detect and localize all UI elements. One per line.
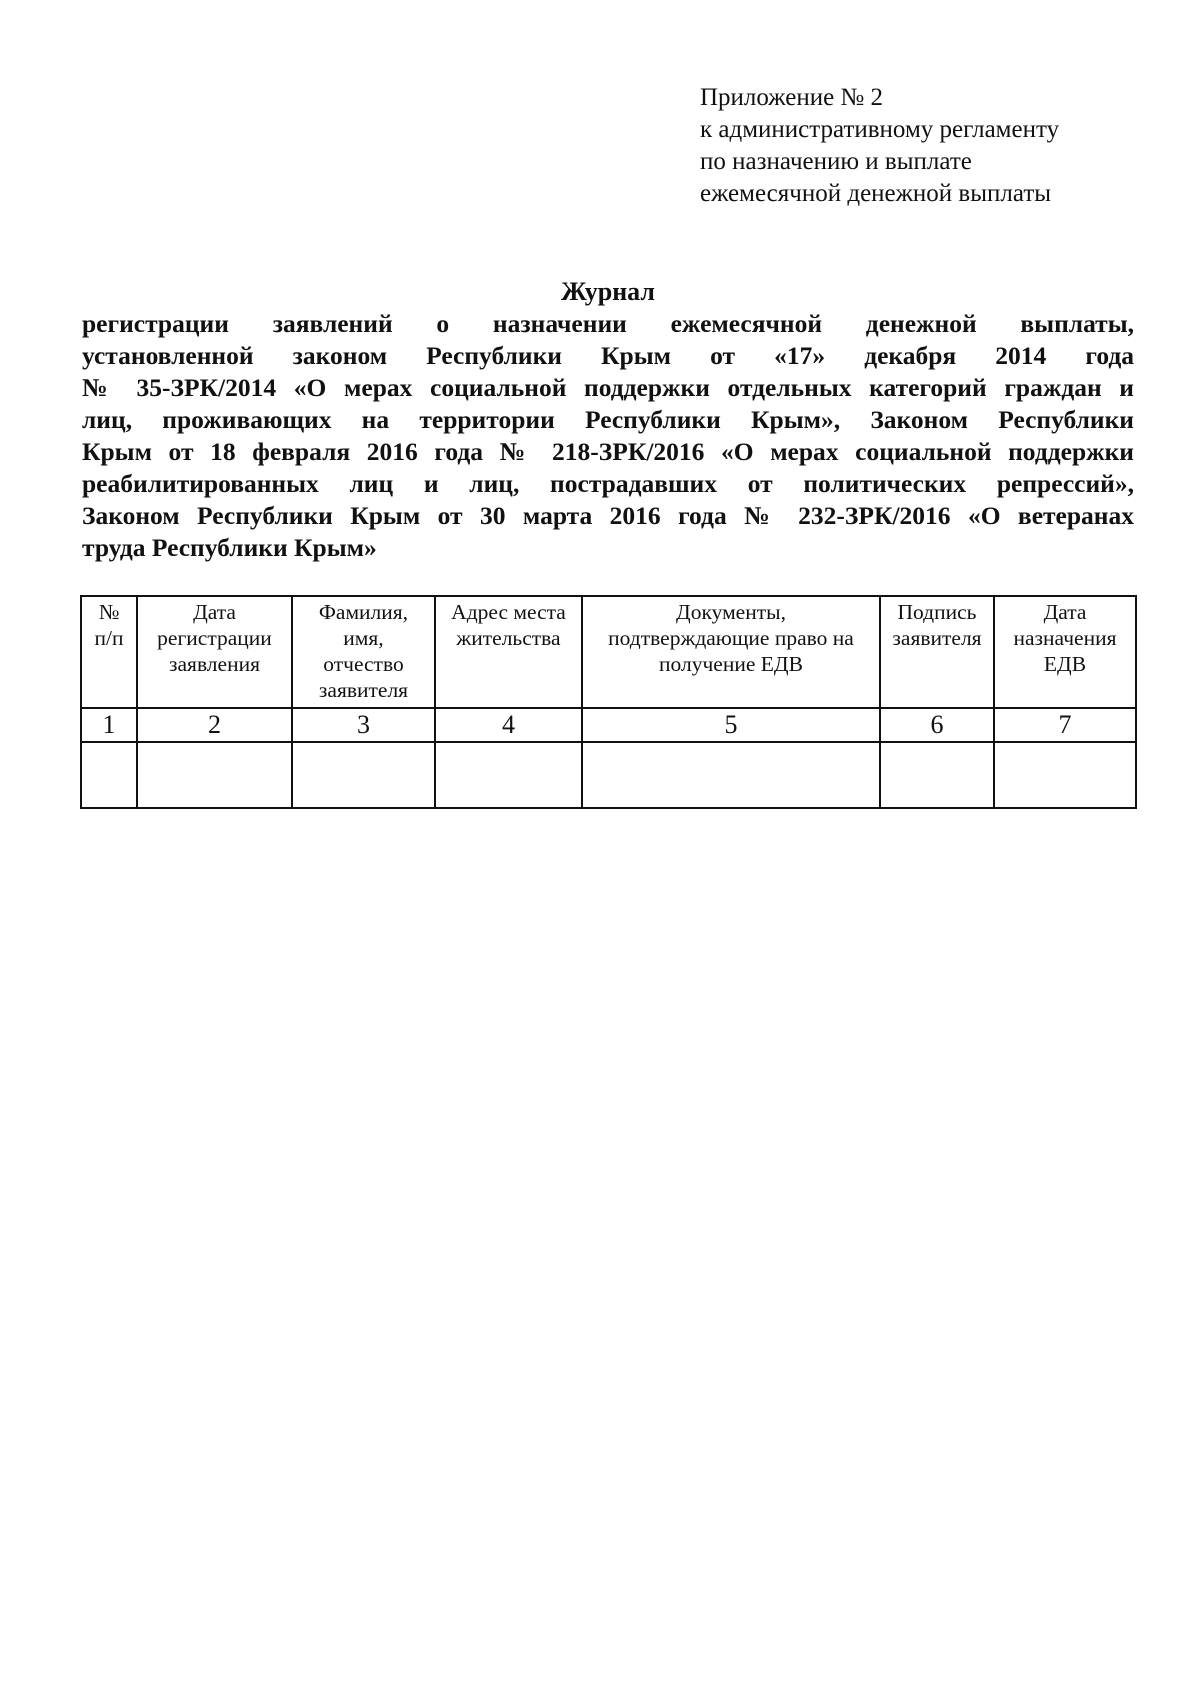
empty-cell [81, 742, 137, 808]
appendix-line: ежемесячной денежной выплаты [700, 180, 1052, 207]
header-assignment-date [994, 596, 1136, 708]
header-text: назначения [1013, 626, 1117, 650]
header-signature [880, 596, 994, 708]
empty-cell [292, 742, 435, 808]
appendix-line: по назначению и выплате [700, 148, 972, 175]
header-text: отчество [323, 652, 404, 676]
appendix-line: к административному регламенту [700, 116, 1060, 143]
journal-line: лиц, проживающих на территории Республики Крым», Законом Республики [82, 405, 1134, 434]
appendix-header [700, 82, 1160, 210]
column-number-row [81, 708, 1136, 742]
journal-line: № 35-ЗРК/2014 «О мерах социальной поддержки отдельных категорий граждан и [82, 373, 1134, 402]
header-text: Фамилия, [318, 600, 409, 624]
header-text: получение ЕДВ [659, 652, 803, 676]
table-header-row [81, 596, 1136, 708]
journal-title: Журнал [561, 277, 655, 306]
header-text: заявителя [892, 626, 982, 650]
empty-cell [435, 742, 582, 808]
header-text: подтверждающие право на [608, 626, 854, 650]
journal-line: Законом Республики Крым от 30 марта 2016 года № 232-ЗРК/2016 «О ветеранах [82, 501, 1134, 530]
column-number: 6 [880, 708, 994, 742]
header-address [435, 596, 582, 708]
empty-cell [880, 742, 994, 808]
column-number: 2 [137, 708, 292, 742]
column-number: 1 [81, 708, 137, 742]
empty-cell [994, 742, 1136, 808]
empty-cell [582, 742, 880, 808]
journal-line: установленной законом Республики Крым от «17» декабря 2014 года [82, 341, 1134, 370]
header-text: Адрес места [451, 600, 566, 624]
journal-line: труда Республики Крым» [82, 533, 377, 562]
header-text: жительства [456, 626, 561, 650]
table-row [81, 742, 1136, 808]
header-text: Дата [1043, 600, 1087, 624]
journal-line: реабилитированных лиц и лиц, пострадавших от политических репрессий», [82, 469, 1134, 498]
header-text: Документы, [676, 600, 786, 624]
header-text: Подпись [897, 600, 977, 624]
appendix-line: Приложение № 2 [700, 84, 884, 111]
header-text: заявителя [318, 678, 409, 702]
empty-cell [137, 742, 292, 808]
column-number: 7 [994, 708, 1136, 742]
journal-line: Крым от 18 февраля 2016 года № 218-ЗРК/2016 «О мерах социальной поддержки [82, 437, 1134, 466]
header-text: заявления [169, 652, 260, 676]
header-documents [582, 596, 880, 708]
column-number: 5 [582, 708, 880, 742]
header-applicant-name [292, 596, 435, 708]
header-text: имя, [343, 626, 384, 650]
header-text: регистрации [157, 626, 272, 650]
journal-line: регистрации заявлений о назначении ежемесячной денежной выплаты, [82, 309, 1134, 338]
column-number: 3 [292, 708, 435, 742]
registration-table [80, 595, 1137, 809]
journal-description [82, 308, 1134, 564]
header-text: № [98, 600, 120, 624]
header-text: ЕДВ [1043, 652, 1087, 676]
header-text: Дата [193, 600, 236, 624]
header-registration-date [137, 596, 292, 708]
column-number: 4 [435, 708, 582, 742]
header-text: п/п [94, 626, 124, 650]
header-number [81, 596, 137, 708]
